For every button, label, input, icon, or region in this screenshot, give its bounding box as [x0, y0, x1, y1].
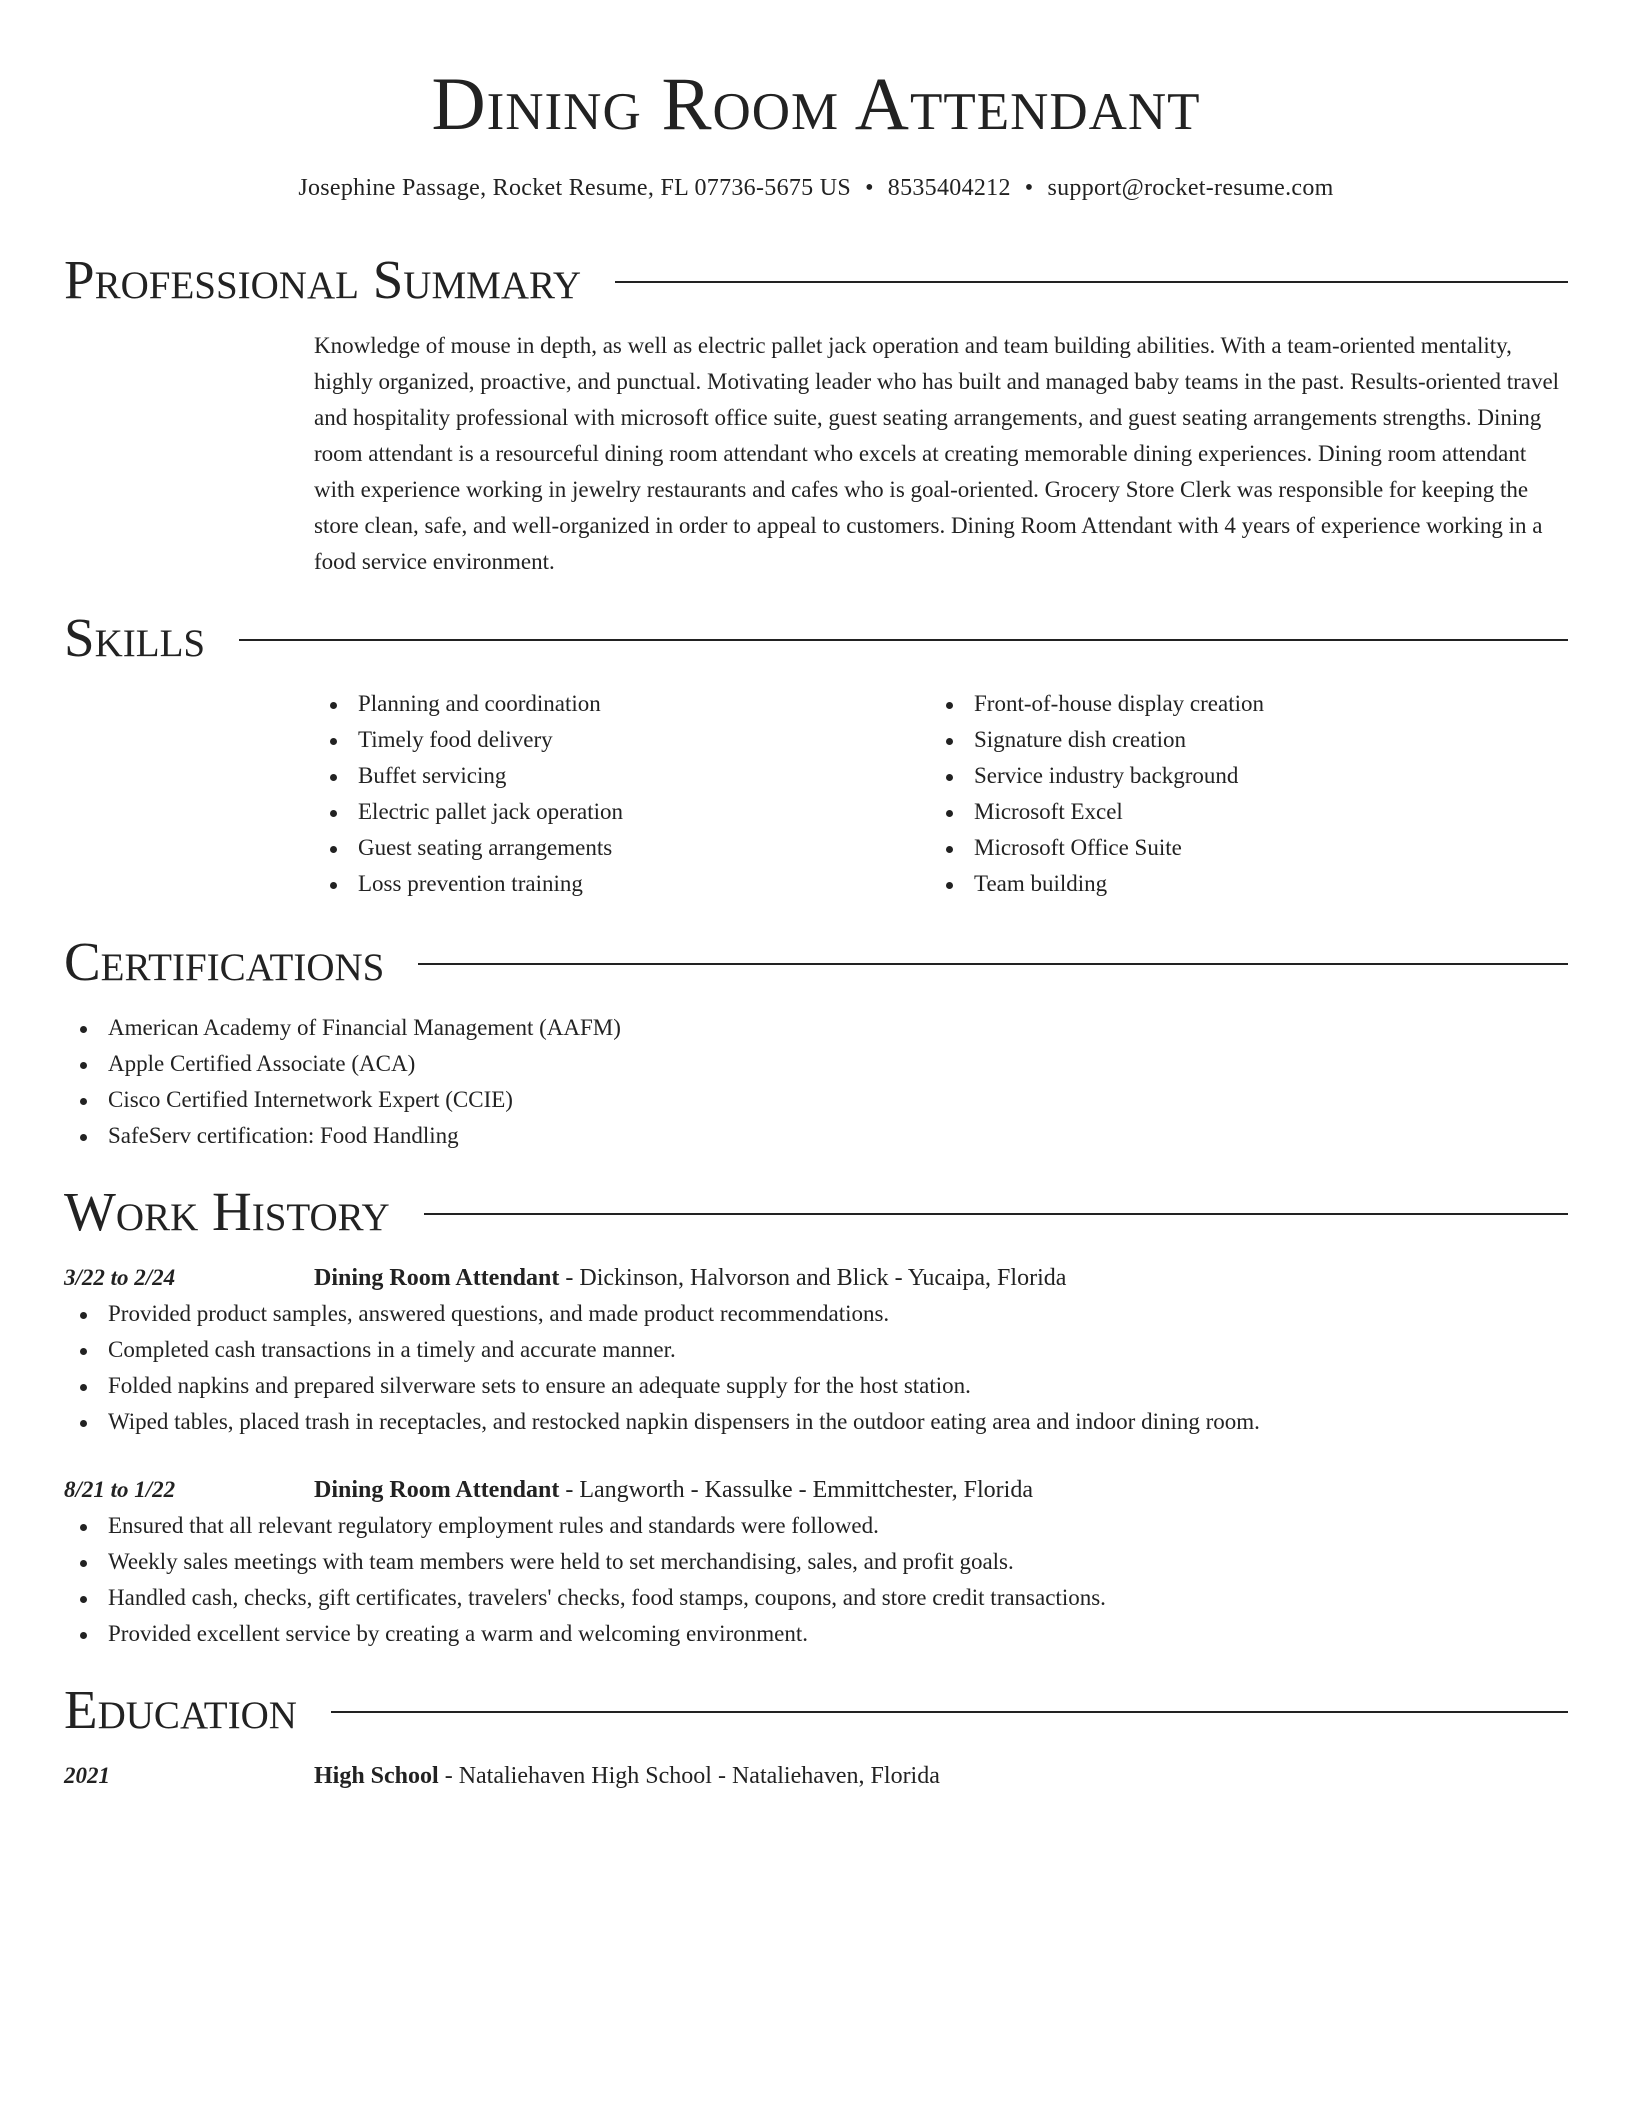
- job-bullet: Folded napkins and prepared silverware sets to ensure an adequate supply for the host station.: [64, 1368, 1568, 1404]
- certification-item: American Academy of Financial Management (AAFM): [64, 1010, 1568, 1046]
- certifications-heading: Certifications: [64, 931, 385, 992]
- skill-item: Team building: [930, 866, 1546, 902]
- job-bullet: Ensured that all relevant regulatory employment rules and standards were followed.: [64, 1508, 1568, 1544]
- contact-address: Josephine Passage, Rocket Resume, FL 07736-5675 US: [298, 175, 852, 201]
- skill-item: Guest seating arrangements: [314, 830, 930, 866]
- contact-email: support@rocket-resume.com: [1047, 175, 1334, 201]
- contact-separator: •: [865, 175, 874, 201]
- job-entry: [64, 1260, 1568, 1440]
- job-role: Dining Room Attendant: [314, 1265, 560, 1291]
- skills-column-left: [314, 686, 930, 902]
- education-title-line: [314, 1758, 940, 1794]
- education-year: 2021: [64, 1763, 110, 1788]
- summary-heading: Professional Summary: [64, 249, 582, 310]
- education-degree: High School: [314, 1763, 439, 1789]
- skills-grid: [314, 686, 1568, 902]
- skill-item: Microsoft Office Suite: [930, 830, 1546, 866]
- work-heading: Work History: [64, 1181, 390, 1242]
- certification-item: SafeServ certification: Food Handling: [64, 1118, 1568, 1154]
- certification-item: Apple Certified Associate (ACA): [64, 1046, 1568, 1082]
- contact-line: [64, 172, 1568, 204]
- job-bullets: [64, 1508, 1568, 1652]
- work-section-header: [64, 1182, 1568, 1242]
- job-bullet: Weekly sales meetings with team members were held to set merchandising, sales, and profit goals.: [64, 1544, 1568, 1580]
- certifications-section-header: [64, 932, 1568, 992]
- education-section-header: [64, 1680, 1568, 1740]
- skills-section-header: [64, 608, 1568, 668]
- job-bullets: [64, 1296, 1568, 1440]
- skill-item: Microsoft Excel: [930, 794, 1546, 830]
- summary-section-header: [64, 250, 1568, 310]
- job-bullet: Completed cash transactions in a timely and accurate manner.: [64, 1332, 1568, 1368]
- section-divider: [331, 1711, 1568, 1713]
- job-entry: [64, 1472, 1568, 1652]
- education-school: - Nataliehaven High School - Nataliehaven, Florida: [438, 1763, 940, 1789]
- job-bullet: Wiped tables, placed trash in receptacles, and restocked napkin dispensers in the outdoor eating area and indoor dining room.: [64, 1404, 1568, 1440]
- job-bullet: Handled cash, checks, gift certificates, travelers' checks, food stamps, coupons, and store credit transactions.: [64, 1580, 1568, 1616]
- job-bullet: Provided product samples, answered questions, and made product recommendations.: [64, 1296, 1568, 1332]
- job-title-line: [314, 1472, 1033, 1508]
- skill-item: Signature dish creation: [930, 722, 1546, 758]
- skill-item: Loss prevention training: [314, 866, 930, 902]
- job-role: Dining Room Attendant: [314, 1477, 560, 1503]
- skill-item: Electric pallet jack operation: [314, 794, 930, 830]
- certifications-list: [64, 1010, 1568, 1154]
- certification-item: Cisco Certified Internetwork Expert (CCIE): [64, 1082, 1568, 1118]
- section-divider: [239, 639, 1568, 641]
- job-header: [64, 1472, 1568, 1508]
- skills-column-right: [930, 686, 1546, 902]
- job-title-line: [314, 1260, 1066, 1296]
- contact-phone: 8535404212: [887, 175, 1011, 201]
- summary-text: Knowledge of mouse in depth, as well as electric pallet jack operation and team building abilities. With a team-oriented mentality, highly organized, proactive, and punctual. Motivating leader who has built and managed baby teams in the past. Results-oriented travel and hospitality professional with microsoft office suite, guest seating arrangements, and guest seating arrangements strengths. Dining room attendant is a resourceful dining room attendant who excels at creating memorable dining experiences. Dining room attendant with experience working in jewelry restaurants and cafes who is goal-oriented. Grocery Store Clerk was responsible for keeping the store clean, safe, and well-organized in order to appeal to customers. Dining Room Attendant with 4 years of experience working in a food service environment.: [314, 333, 1560, 574]
- skill-item: Planning and coordination: [314, 686, 930, 722]
- contact-separator: •: [1024, 175, 1034, 201]
- job-bullet: Provided excellent service by creating a warm and welcoming environment.: [64, 1616, 1568, 1652]
- section-divider: [424, 1213, 1568, 1215]
- education-entry: [64, 1758, 1568, 1794]
- job-employer: - Dickinson, Halvorson and Blick - Yucaipa, Florida: [559, 1265, 1067, 1291]
- skill-item: Service industry background: [930, 758, 1546, 794]
- skills-heading: Skills: [64, 607, 206, 668]
- job-dates: 8/21 to 1/22: [64, 1477, 176, 1502]
- skill-item: Front-of-house display creation: [930, 686, 1546, 722]
- resume-page: [64, 0, 1568, 1794]
- section-divider: [615, 281, 1568, 283]
- skill-item: Buffet servicing: [314, 758, 930, 794]
- skill-item: Timely food delivery: [314, 722, 930, 758]
- job-header: [64, 1260, 1568, 1296]
- resume-name: Dining Room Attendant: [431, 63, 1201, 146]
- education-heading: Education: [64, 1679, 297, 1740]
- section-divider: [418, 963, 1568, 965]
- job-employer: - Langworth - Kassulke - Emmittchester, Florida: [559, 1477, 1033, 1503]
- job-spacer: [64, 1440, 1568, 1472]
- job-dates: 3/22 to 2/24: [64, 1265, 176, 1290]
